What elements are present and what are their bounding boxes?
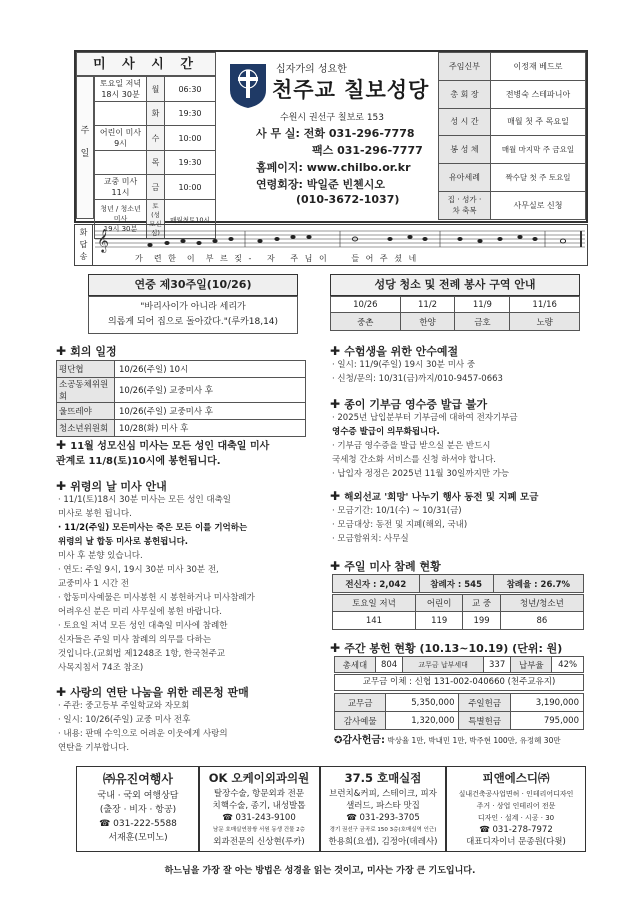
memorial-line: 미사로 봉헌 됩니다.	[58, 509, 132, 519]
info-label: 유아세례	[439, 164, 491, 192]
church-info	[220, 52, 435, 219]
ad-interior	[446, 766, 586, 852]
info-value: 사무실로 신청	[491, 191, 586, 219]
attendance-value: 86	[500, 612, 583, 630]
meetings-table	[56, 360, 306, 437]
love-title: 사랑의 연탄 나눔을 위한 레몬청 판매	[70, 686, 249, 699]
attendance-value: 141	[333, 612, 416, 630]
homepage[interactable]: 홈페이지: www.chilbo.or.kr	[256, 161, 411, 174]
mission-line: · 모금기간: 10/1(수) ~ 10/31(금)	[332, 506, 462, 516]
thanks-list: 박상율 1만, 박내민 1만, 박주현 100만, 유정혜 30만	[387, 736, 561, 745]
ad-line: 샐러드, 파스타 맛집	[346, 801, 420, 811]
mission-heading	[330, 489, 620, 503]
plus-icon: ✚	[56, 438, 71, 452]
cleaning-table	[330, 296, 580, 331]
plus-icon: ✚	[56, 685, 71, 699]
mass-time: 19:30	[165, 102, 216, 126]
love-body	[58, 699, 320, 755]
payment-rate-value: 42%	[552, 657, 584, 673]
mission-title: 해외선교 '희망' 나누기 행사 동전 및 지폐 모금	[344, 492, 539, 503]
attendance-header: 교 중	[463, 595, 500, 612]
households-value: 804	[375, 657, 402, 673]
ad-body	[199, 788, 319, 848]
hymn-lyrics: 가 련 한 이 부 르 짖 - 자 주 님 이 들 어 주 셨 네	[135, 254, 419, 263]
november-notice	[56, 438, 318, 469]
plus-icon: ✚	[330, 641, 345, 655]
memorial-line: 사목지침서 74조 참조)	[58, 663, 144, 673]
ad-line: 대표디자이너 문종원(다윗)	[466, 837, 566, 847]
info-value: 짝수달 첫 주 토요일	[491, 164, 586, 192]
memorial-line: 어려우신 분은 미리 사무실에 봉헌 바랍니다.	[58, 607, 223, 617]
meetings-heading	[56, 343, 117, 359]
meeting-time: 10/28(화) 미사 후	[115, 420, 306, 437]
mass-day: 수	[147, 126, 165, 151]
memorial-line: · 합동미사예물은 미사봉헌 시 봉헌하거나 미사참례가	[58, 593, 255, 603]
attendees	[419, 575, 493, 593]
mass-day: 목	[147, 151, 165, 175]
bank-account: 교무금 이체 : 신협 131-002-040660 (천주교유지)	[334, 674, 584, 691]
ad-line: ☎ 031-278-7972	[479, 825, 553, 835]
mass-time: 매월첫토10시	[165, 200, 216, 239]
ad-line: 외과전문의 신상현(루카)	[213, 837, 305, 847]
meeting-name: 울뜨레야	[57, 403, 115, 420]
receipt-line: · 납입자 정정은 2025년 11월 30일까지만 가능	[332, 469, 510, 479]
ad-line: 실내건축공사업면허 · 인테리어디자인	[458, 790, 574, 798]
cleaning-zone: 노량	[510, 313, 580, 331]
love-line: · 주관: 중고등부 주일학교와 자모회	[58, 701, 190, 711]
ad-line: 국내 · 국외 여행상담	[97, 791, 179, 801]
attendance-value: 199	[463, 612, 500, 630]
info-label: 주임신부	[439, 53, 491, 81]
love-line: · 일시: 10/26(주일) 교중 미사 전후	[58, 715, 191, 725]
ad-travel	[76, 766, 200, 852]
mission-line: · 모금대상: 동전 및 지폐(해외, 국내)	[332, 520, 468, 530]
plus-icon: ✚	[330, 559, 345, 573]
love-line: 연탄을 기부합니다.	[58, 743, 130, 753]
sunday-quote: "바리사이가 아니라 세리가 의롭게 되어 집으로 돌아갔다."(루카18,14)	[88, 296, 298, 334]
ad-line: (출장 · 비자 · 항공)	[99, 805, 177, 815]
ad-title: 피앤에스디㈜	[482, 771, 550, 785]
mass-time: 06:30	[165, 77, 216, 102]
ad-body	[321, 788, 445, 848]
cleaning-date: 10/26	[331, 297, 401, 313]
cleaning-date: 11/2	[400, 297, 455, 313]
memorial-line: · 11/1(토)18시 30분 미사는 모든 성인 대축일	[58, 495, 232, 505]
paid-households-value: 337	[483, 657, 510, 673]
offering-label: 특별헌금	[459, 712, 510, 730]
offering-value: 1,320,000	[386, 712, 459, 730]
meeting-time: 10/26(주일) 교중미사 후	[115, 378, 306, 403]
ad-line: 서재훈(모미노)	[108, 833, 168, 843]
church-address: 수원시 권선구 칠보로 153	[280, 113, 385, 123]
offering-label: 감사예물	[335, 712, 386, 730]
memorial-title: 위령의 날 미사 안내	[70, 480, 167, 493]
mass-time: 10:00	[165, 175, 216, 200]
responsorial-psalm	[74, 224, 588, 266]
total-members: 전신자 : 2,042	[333, 575, 420, 593]
thanks-label: ✪감사헌금:	[334, 735, 386, 746]
receipt-body	[332, 411, 584, 481]
ad-body	[77, 789, 199, 845]
mass-schedule-title: 미 사 시 간	[76, 52, 216, 76]
mass-name: 어린이 미사 9시	[95, 126, 147, 151]
hymn-label: 화 답 송	[75, 225, 93, 265]
ad-line: ☎ 031-243-9100	[222, 813, 296, 823]
offering-title: 주간 봉헌 현황 (10.13~10.19) (단위: 원)	[344, 642, 563, 655]
info-value: 매월 마지막 주 금요일	[491, 136, 586, 164]
ad-clinic	[198, 766, 320, 852]
funeral-contact-phone: (010-3672-1037)	[296, 193, 400, 206]
offering-label: 주일헌금	[459, 694, 510, 712]
attendance-title: 주일 미사 참례 현황	[344, 560, 441, 573]
church-subtitle: 십자가의 성요한	[276, 64, 347, 75]
offering-heading	[330, 640, 562, 656]
memorial-line: · 토요일 저녁 모든 성인 대축일 미사에 참례한	[58, 621, 228, 631]
receipt-heading	[330, 396, 487, 412]
ad-line: 한용희(요셉), 김정아(데레사)	[328, 837, 438, 847]
meeting-time: 10/26(주일) 10시	[115, 361, 306, 378]
memorial-heading	[56, 478, 167, 494]
ad-title: OK 오케이외과의원	[208, 771, 310, 785]
offering-value: 5,350,000	[386, 694, 459, 712]
attendance-value: 119	[415, 612, 463, 630]
church-name: 천주교 칠보성당	[272, 78, 430, 102]
ad-line: 브런치&커피, 스테이크, 피자	[329, 789, 437, 799]
ad-title: ㈜유진여행사	[103, 772, 173, 786]
memorial-line: 신자들은 주일 미사 참례의 의무를 다하는	[58, 635, 212, 645]
attendance-header: 청년/청소년	[500, 595, 583, 612]
exam-line: · 일시: 11/9(주일) 19시 30분 미사 중	[332, 360, 476, 370]
funeral-contact: 연령회장: 박일준 빈첸시오	[256, 178, 385, 191]
ad-line: 경기 권선구 금곡로 150 3층(호매실역 인근)	[329, 827, 437, 833]
receipt-line: · 기부금 영수증을 발급 받으실 분은 반드시	[332, 441, 491, 451]
parish-info-table	[438, 52, 586, 220]
info-label: 성 시 간	[439, 108, 491, 136]
ad-line: 디자인 · 설계 · 시공 · 30	[477, 814, 555, 822]
info-label: 봉 성 체	[439, 136, 491, 164]
attendance-header: 어린이	[415, 595, 463, 612]
meeting-name: 평단협	[57, 361, 115, 378]
meeting-name: 청소년위원회	[57, 420, 115, 437]
plus-icon: ✚	[330, 489, 345, 503]
info-label: 총 회 장	[439, 80, 491, 108]
ad-line: 치핵수술, 종기, 내성발톱	[212, 801, 306, 811]
memorial-line: · 11/2(주일) 모든미사는 죽은 모든 이를 기억하는	[58, 523, 248, 533]
offering-value: 795,000	[510, 712, 583, 730]
mass-side-label: 주 일	[76, 76, 94, 219]
mass-time: 10:00	[165, 126, 216, 151]
mass-schedule-table	[94, 76, 216, 239]
attendance-rate: 참례율 : 26.7%	[493, 575, 583, 593]
mass-name: 교중 미사 11시	[95, 175, 147, 200]
offering-label: 교무금	[335, 694, 386, 712]
ad-line: ☎ 031-293-3705	[346, 813, 420, 823]
attendees-value: 545	[464, 579, 483, 590]
love-heading	[56, 684, 249, 700]
ad-line: 탈장수술, 항문외과 전문	[213, 789, 305, 799]
ad-line: 주거 · 상업 인테리어 전문	[476, 802, 556, 810]
mass-name: 토요일 저녁 18시 30분	[95, 77, 147, 102]
plus-icon: ✚	[56, 344, 71, 358]
mass-day: 월	[147, 77, 165, 102]
receipt-line: 국세청 간소화 서비스를 신청 하셔야 합니다.	[332, 455, 497, 465]
memorial-body	[58, 493, 320, 675]
footer-message: 하느님을 가장 잘 아는 방법은 성경을 읽는 것이고, 미사는 가장 큰 기도입니다.	[164, 866, 476, 876]
mass-day: 토 (성모신심)	[147, 200, 165, 239]
ad-restaurant	[320, 766, 446, 852]
plus-icon: ✚	[56, 479, 71, 493]
exam-body	[332, 358, 582, 386]
ad-line: ☎ 031-222-5588	[99, 819, 177, 829]
november-notice-text: 11월 성모신심 미사는 모든 성인 대축일 미사 관계로 11/8(토)10시에 봉헌됩니다.	[56, 441, 270, 467]
mass-name	[95, 102, 147, 126]
office-phone: 사 무 실: 전화 031-296-7778	[256, 127, 415, 140]
love-line: · 내용: 판매 수익으로 어려운 이웃에게 사랑의	[58, 729, 228, 739]
memorial-line: 것입니다.(교회법 제1248조 1항, 한국천주교	[58, 649, 226, 659]
exam-title: 수험생을 위한 안수예절	[344, 345, 459, 358]
fax-number: 팩스 031-296-7777	[312, 144, 423, 157]
meetings-title: 회의 일정	[70, 345, 117, 358]
receipt-title: 종이 기부금 영수증 발급 불가	[344, 398, 488, 411]
households-label: 총세대	[335, 657, 376, 673]
cleaning-date: 11/9	[455, 297, 510, 313]
attendance-summary	[332, 574, 584, 593]
mission-body	[332, 504, 582, 546]
attendees-label: 참례자 :	[430, 579, 462, 590]
memorial-line: 미사 후 분향 있습니다.	[58, 551, 143, 561]
plus-icon: ✚	[330, 344, 345, 358]
paid-households-label: 교무금 납부세대	[403, 657, 484, 673]
exam-heading	[330, 343, 458, 359]
info-label: 집 · 성가 · 차 축복	[439, 191, 491, 219]
mass-name	[95, 151, 147, 175]
info-value: 매월 첫 주 목요일	[491, 108, 586, 136]
music-staff-icon	[95, 227, 585, 253]
mass-day: 화	[147, 102, 165, 126]
attendance-header: 토요일 저녁	[333, 595, 416, 612]
cleaning-zone: 중촌	[331, 313, 401, 331]
mass-day: 금	[147, 175, 165, 200]
offering-top-table	[334, 656, 584, 673]
memorial-line: 교중미사 1 시간 전	[58, 579, 129, 589]
mission-line: · 모금함위치: 사무실	[332, 534, 409, 544]
receipt-line: 영수증 발급이 의무화됩니다.	[332, 427, 440, 437]
plus-icon: ✚	[330, 397, 345, 411]
cleaning-date: 11/16	[510, 297, 580, 313]
attendance-table	[332, 594, 584, 630]
svg-text:𝄞: 𝄞	[97, 228, 109, 252]
offering-value: 3,190,000	[510, 694, 583, 712]
ad-title: 37.5 호매실점	[344, 771, 422, 785]
info-value: 전병숙 스테파니아	[491, 80, 586, 108]
meeting-name: 소공동체위원회	[57, 378, 115, 403]
payment-rate-label: 납부율	[511, 657, 552, 673]
ad-body	[447, 788, 585, 848]
info-value: 이정재 베드로	[491, 53, 586, 81]
thanks-offering	[334, 731, 596, 746]
exam-line: · 신청/문의: 10/31(금)까지/010-9457-0663	[332, 374, 503, 384]
mass-time: 19:30	[165, 151, 216, 175]
offering-table	[334, 693, 584, 730]
mass-name: 청년 / 청소년 미사 19시 30분	[95, 200, 147, 239]
ad-line: 남문 호매실연장쌍 서원 동생 건물 2층	[213, 827, 305, 833]
cleaning-zone: 한양	[400, 313, 455, 331]
attendance-heading	[330, 558, 441, 574]
cleaning-zone: 금호	[455, 313, 510, 331]
memorial-line: · 연도: 주일 9시, 19시 30분 미사 30분 전,	[58, 565, 219, 575]
receipt-line: · 2025년 납입분부터 기부금에 대하여 전자기부금	[332, 413, 518, 423]
sunday-title: 연중 제30주일(10/26)	[88, 274, 298, 296]
meeting-time: 10/26(주일) 교중미사 후	[115, 403, 306, 420]
cleaning-title: 성당 청소 및 전례 봉사 구역 안내	[330, 274, 580, 296]
memorial-line: 위령의 날 합동 미사로 봉헌됩니다.	[58, 537, 189, 547]
church-logo-icon	[226, 60, 270, 110]
